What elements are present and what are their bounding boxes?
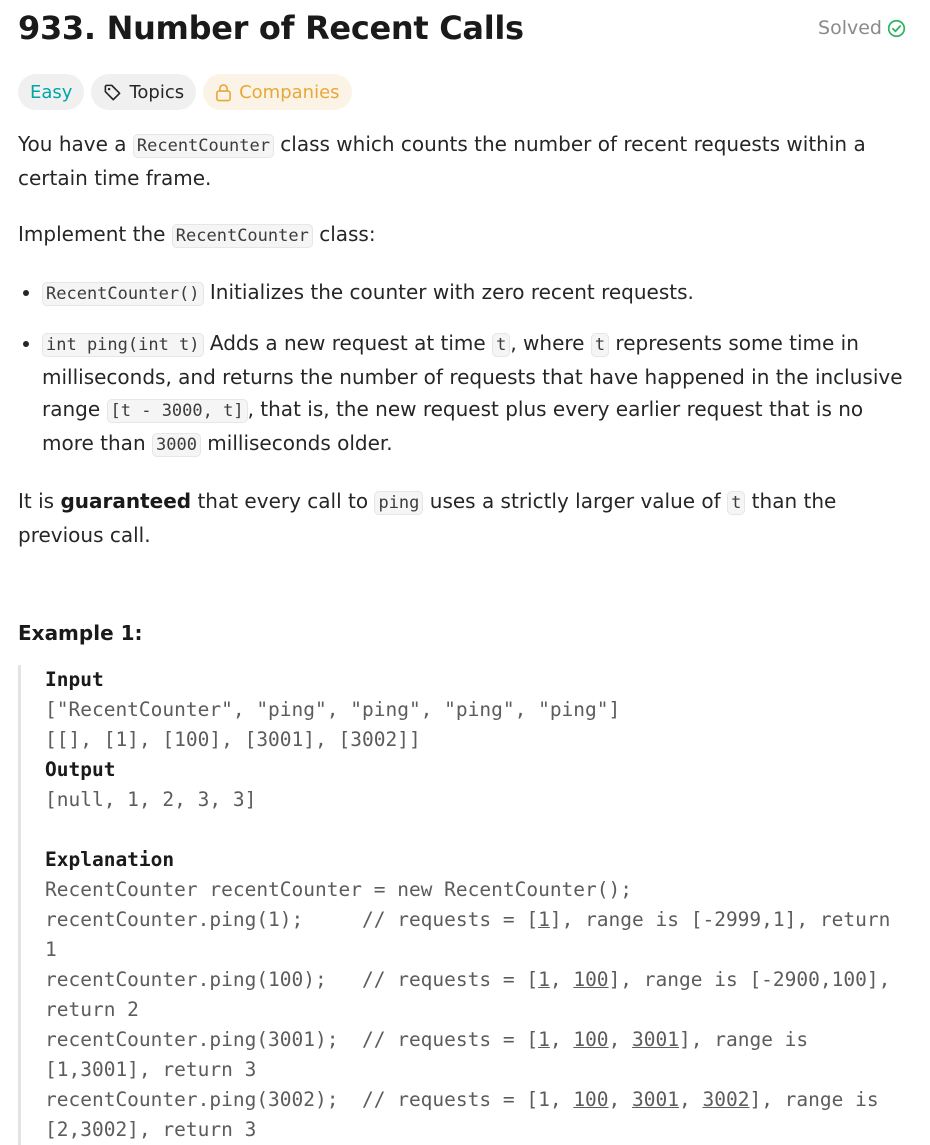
text: that every call to (191, 489, 375, 513)
text: represents some time in milliseconds, and returns the number of requests that have happened in the inclusive range (42, 331, 903, 421)
text: Implement the (18, 222, 172, 246)
inline-code: t (492, 333, 510, 357)
inline-code: 3000 (152, 433, 201, 457)
example-block (18, 665, 912, 1145)
underlined-value: 1 (538, 908, 550, 931)
bold-text: guaranteed (60, 489, 192, 513)
input-line-1: ["RecentCounter", "ping", "ping", "ping", "ping"] (45, 698, 621, 721)
text: than the previous call. (18, 489, 837, 547)
inline-code: t (591, 333, 609, 357)
explanation-label: Explanation (45, 848, 175, 871)
explanation-line-2 (45, 905, 912, 965)
input-label: Input (45, 668, 104, 691)
input-line-2: [[], [1], [100], [3001], [3002]] (45, 728, 421, 751)
description-paragraph-2 (18, 218, 912, 252)
inline-code: t (727, 491, 745, 515)
text: , (549, 968, 574, 991)
spacer (45, 815, 912, 845)
text: , (549, 1028, 574, 1051)
inline-code: [t - 3000, t] (107, 399, 248, 423)
explanation-line-4 (45, 1025, 912, 1085)
text: ], range is [1,3001], return 3 (45, 1028, 820, 1081)
text: , (608, 1028, 633, 1051)
text: , (679, 1088, 703, 1111)
check-circle-icon (887, 19, 906, 38)
output-line: [null, 1, 2, 3, 3] (45, 788, 257, 811)
tag-icon (103, 83, 122, 102)
inline-code: int ping(int t) (42, 333, 204, 357)
text: class which counts the number of recent requests within a certain time frame. (18, 132, 866, 190)
inline-code: RecentCounter (133, 134, 274, 158)
inline-code: RecentCounter() (42, 282, 204, 306)
text: milliseconds older. (200, 431, 393, 455)
text: You have a (18, 132, 133, 156)
topics-button[interactable] (91, 74, 196, 110)
explanation-line-3 (45, 965, 912, 1025)
description-body (18, 128, 912, 551)
explanation-line-1: RecentCounter recentCounter = new RecentCounter(); (45, 878, 632, 901)
text: ], range is [-2999,1], return 1 (45, 908, 903, 961)
companies-label: Companies (239, 81, 340, 103)
list-item (42, 327, 912, 461)
method-list (18, 276, 912, 461)
underlined-value: 3002 (702, 1088, 750, 1111)
list-item (42, 276, 912, 310)
text: , where (510, 331, 591, 355)
output-label: Output (45, 758, 116, 781)
text: uses a strictly larger value of (423, 489, 728, 513)
lock-icon (215, 83, 232, 102)
difficulty-badge: Easy (18, 74, 84, 110)
problem-header (18, 6, 912, 50)
underlined-value: 100 (573, 968, 609, 991)
solved-label: Solved (818, 17, 882, 39)
text: , (608, 1088, 633, 1111)
text: recentCounter.ping(100); // requests = [ (45, 968, 539, 991)
description-paragraph-3 (18, 485, 912, 551)
description-paragraph-1 (18, 128, 912, 194)
inline-code: ping (374, 491, 423, 515)
underlined-value: 1 (538, 1028, 550, 1051)
tag-row (18, 74, 912, 110)
text: class: (312, 222, 376, 246)
underlined-value: 3001 (632, 1088, 679, 1111)
text: , that is, the new request plus every earlier request that is no more than (42, 397, 864, 455)
text: recentCounter.ping(3001); // requests = [ (45, 1028, 539, 1051)
text: recentCounter.ping(1); // requests = [ (45, 908, 539, 931)
underlined-value: 100 (573, 1088, 609, 1111)
inline-code: RecentCounter (172, 224, 313, 248)
underlined-value: 1 (538, 968, 550, 991)
text: ], range is [2,3002], return 3 (45, 1088, 891, 1141)
text: It is (18, 489, 61, 513)
text: ], range is [-2900,100], return 2 (45, 968, 903, 1021)
companies-button[interactable] (203, 74, 351, 110)
explanation-line-5 (45, 1085, 912, 1145)
text: recentCounter.ping(3002); // requests = [1, (45, 1088, 574, 1111)
text: Adds a new request at time (203, 331, 493, 355)
underlined-value: 100 (573, 1028, 609, 1051)
underlined-value: 3001 (632, 1028, 680, 1051)
problem-title[interactable]: 933. Number of Recent Calls (18, 9, 524, 47)
solved-status (818, 17, 906, 39)
topics-label: Topics (129, 81, 185, 103)
text: Initializes the counter with zero recent requests. (203, 280, 694, 304)
example-title: Example 1: (18, 621, 143, 645)
